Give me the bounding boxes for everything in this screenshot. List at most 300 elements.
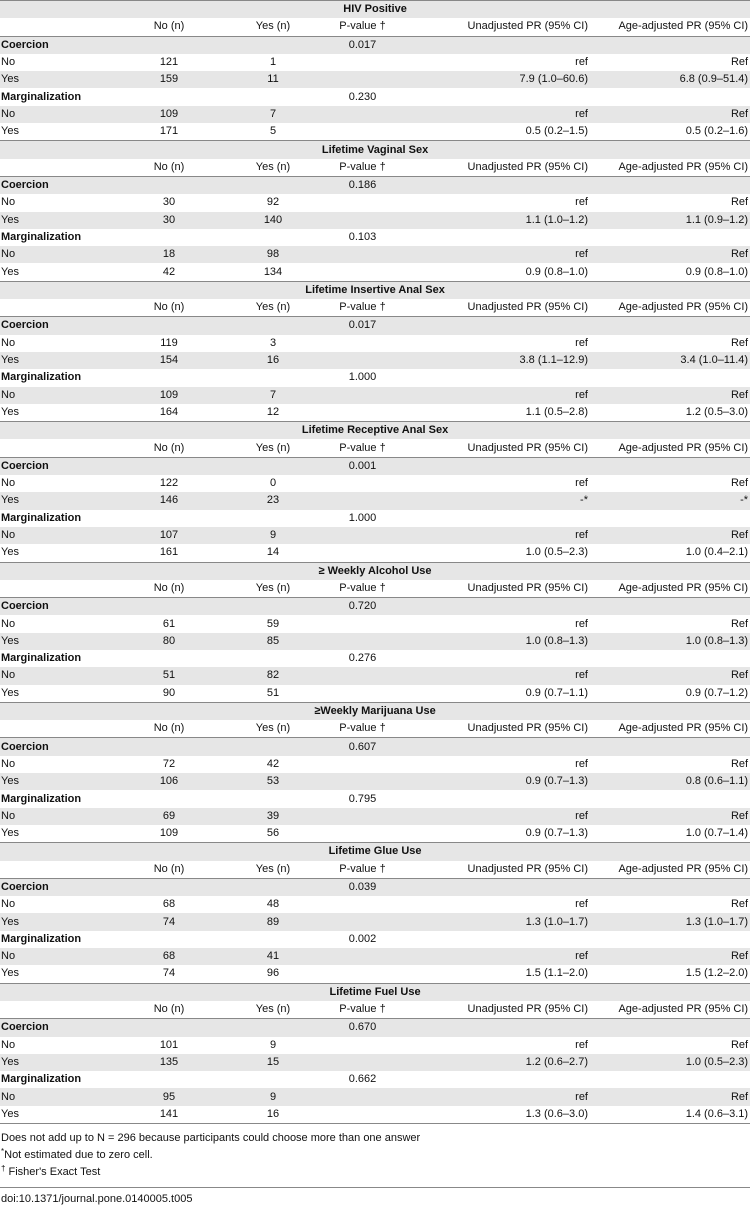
header-pvalue: P-value † xyxy=(325,159,400,177)
cell-adjusted-pr: 1.4 (0.6–3.1) xyxy=(590,1106,750,1124)
cell-yes-count: 39 xyxy=(221,808,325,825)
cell-empty xyxy=(117,598,221,616)
header-unadjusted: Unadjusted PR (95% CI) xyxy=(400,299,590,317)
section-title-row xyxy=(0,702,750,720)
table-footnotes xyxy=(0,1130,750,1181)
group-pvalue: 0.670 xyxy=(325,1019,400,1037)
row-label: No xyxy=(1,336,16,349)
cell-empty xyxy=(590,317,750,335)
table-row xyxy=(0,1054,750,1071)
cell-no-count: 109 xyxy=(117,387,221,404)
cell-empty xyxy=(221,510,325,527)
cell-adjusted-pr: 0.9 (0.7–1.2) xyxy=(685,686,749,699)
cell-empty xyxy=(400,457,590,475)
cell-yes-count: 7 xyxy=(221,387,325,404)
cell-empty xyxy=(400,88,590,105)
cell-yes-count: 16 xyxy=(221,1106,325,1124)
cell-empty xyxy=(117,36,221,54)
cell-adjusted-pr: -* xyxy=(590,492,750,509)
cell-empty xyxy=(400,878,590,896)
cell-adjusted-pr: Ref xyxy=(730,336,749,349)
column-header-row xyxy=(0,1001,750,1019)
cell-unadjusted-pr: 0.9 (0.7–1.3) xyxy=(525,827,588,840)
row-label: No xyxy=(1,617,16,630)
cell-empty xyxy=(590,1019,750,1037)
footnote-fisher-text: Fisher's Exact Test xyxy=(5,1166,101,1178)
section-title: Lifetime Receptive Anal Sex xyxy=(0,422,750,440)
row-label: No xyxy=(0,1088,117,1105)
cell-empty xyxy=(221,1019,325,1037)
cell-empty xyxy=(325,913,400,930)
cell-adjusted-pr: 1.0 (0.7–1.4) xyxy=(685,827,749,840)
table-row xyxy=(0,615,750,632)
section-title: Lifetime Insertive Anal Sex xyxy=(0,281,750,299)
header-blank xyxy=(0,159,117,177)
cell-no-count: 42 xyxy=(162,265,176,278)
table-row xyxy=(0,1037,750,1054)
cell-no-count: 122 xyxy=(159,477,179,490)
cell-empty xyxy=(325,1037,400,1054)
column-header-row xyxy=(0,861,750,879)
group-row xyxy=(0,457,750,475)
cell-unadjusted-pr: ref xyxy=(575,196,588,209)
group-row xyxy=(0,176,750,194)
cell-empty xyxy=(325,808,400,825)
cell-empty xyxy=(400,36,590,54)
group-row xyxy=(0,650,750,667)
table-row xyxy=(0,106,750,123)
cell-unadjusted-pr: 1.5 (1.1–2.0) xyxy=(525,967,588,980)
group-name: Coercion xyxy=(0,738,117,756)
header-no: No (n) xyxy=(117,720,221,738)
group-row xyxy=(0,598,750,616)
group-row xyxy=(0,369,750,386)
group-name: Coercion xyxy=(0,176,117,194)
cell-empty xyxy=(590,88,750,105)
cell-no-count: 135 xyxy=(117,1054,221,1071)
table-row xyxy=(0,913,750,930)
cell-empty xyxy=(117,790,221,807)
header-no: No (n) xyxy=(117,18,221,36)
cell-adjusted-pr: Ref xyxy=(730,477,749,490)
group-name: Coercion xyxy=(0,1019,117,1037)
row-label: No xyxy=(1,196,16,209)
header-yes: Yes (n) xyxy=(221,439,325,457)
header-unadjusted: Unadjusted PR (95% CI) xyxy=(400,580,590,598)
group-name: Marginalization xyxy=(1,90,82,103)
cell-adjusted-pr: Ref xyxy=(590,1088,750,1105)
cell-adjusted-pr: 1.3 (1.0–1.7) xyxy=(590,913,750,930)
group-name: Coercion xyxy=(0,36,117,54)
cell-unadjusted-pr: 1.3 (0.6–3.0) xyxy=(400,1106,590,1124)
table-row xyxy=(0,212,750,229)
table-row xyxy=(0,352,750,369)
group-row xyxy=(0,510,750,527)
cell-empty xyxy=(400,790,590,807)
cell-empty xyxy=(400,229,590,246)
cell-unadjusted-pr: ref xyxy=(575,1038,588,1051)
cell-empty xyxy=(400,1071,590,1088)
cell-empty xyxy=(325,194,400,211)
cell-empty xyxy=(325,492,400,509)
group-row xyxy=(0,317,750,335)
row-label: Yes xyxy=(0,71,117,88)
cell-yes-count: 7 xyxy=(221,106,325,123)
cell-no-count: 30 xyxy=(162,196,176,209)
cell-unadjusted-pr: 1.2 (0.6–2.7) xyxy=(400,1054,590,1071)
table-row xyxy=(0,1088,750,1105)
table-row xyxy=(0,896,750,913)
cell-adjusted-pr: 1.0 (0.4–2.1) xyxy=(685,546,749,559)
cell-adjusted-pr: Ref xyxy=(730,196,749,209)
cell-yes-count: 92 xyxy=(266,196,280,209)
cell-no-count: 18 xyxy=(117,246,221,263)
cell-unadjusted-pr: 1.0 (0.8–1.3) xyxy=(400,633,590,650)
cell-empty xyxy=(117,176,221,194)
cell-no-count: 68 xyxy=(162,898,176,911)
cell-no-count: 106 xyxy=(117,773,221,790)
cell-empty xyxy=(325,948,400,965)
cell-unadjusted-pr: ref xyxy=(575,336,588,349)
cell-empty xyxy=(221,598,325,616)
cell-no-count: 164 xyxy=(159,405,179,418)
table-row xyxy=(0,948,750,965)
column-header-row xyxy=(0,580,750,598)
header-yes: Yes (n) xyxy=(221,299,325,317)
cell-yes-count: 140 xyxy=(221,212,325,229)
cell-empty xyxy=(325,1088,400,1105)
footnote-mark-asterisk: * xyxy=(1,1147,5,1156)
group-pvalue: 0.186 xyxy=(325,176,400,194)
cell-empty xyxy=(400,650,590,667)
cell-adjusted-pr: Ref xyxy=(730,56,749,69)
section-title: Lifetime Glue Use xyxy=(0,843,750,861)
header-no: No (n) xyxy=(117,159,221,177)
cell-empty xyxy=(221,88,325,105)
header-blank xyxy=(0,18,117,36)
cell-empty xyxy=(117,229,221,246)
cell-yes-count: 89 xyxy=(221,913,325,930)
cell-unadjusted-pr: ref xyxy=(400,246,590,263)
group-name: Coercion xyxy=(0,457,117,475)
cell-empty xyxy=(325,352,400,369)
row-label: Yes xyxy=(1,967,19,980)
cell-empty xyxy=(590,176,750,194)
cell-empty xyxy=(325,246,400,263)
cell-yes-count: 12 xyxy=(266,405,280,418)
header-yes: Yes (n) xyxy=(221,18,325,36)
section-title-row xyxy=(0,281,750,299)
cell-empty xyxy=(400,598,590,616)
section-title-row xyxy=(0,141,750,159)
group-row xyxy=(0,878,750,896)
row-label: No xyxy=(0,527,117,544)
cell-empty xyxy=(325,71,400,88)
cell-empty xyxy=(325,825,400,843)
group-pvalue: 0.276 xyxy=(348,652,377,665)
row-label: No xyxy=(0,948,117,965)
header-unadjusted: Unadjusted PR (95% CI) xyxy=(400,18,590,36)
cell-empty xyxy=(221,650,325,667)
section-title: ≥Weekly Marijuana Use xyxy=(0,702,750,720)
cell-empty xyxy=(117,1019,221,1037)
cell-adjusted-pr: 0.8 (0.6–1.1) xyxy=(590,773,750,790)
header-blank xyxy=(0,1001,117,1019)
cell-adjusted-pr: Ref xyxy=(590,948,750,965)
cell-no-count: 61 xyxy=(162,617,176,630)
cell-empty xyxy=(400,738,590,756)
cell-no-count: 74 xyxy=(162,967,176,980)
header-blank xyxy=(0,720,117,738)
cell-adjusted-pr: 1.5 (1.2–2.0) xyxy=(685,967,749,980)
cell-yes-count: 3 xyxy=(269,336,277,349)
cell-empty xyxy=(117,88,221,105)
footnote-mark-dagger: † xyxy=(1,1164,6,1173)
table-row xyxy=(0,335,750,352)
cell-no-count: 141 xyxy=(117,1106,221,1124)
column-header-row xyxy=(0,720,750,738)
cell-empty xyxy=(117,650,221,667)
cell-yes-count: 85 xyxy=(221,633,325,650)
group-pvalue: 0.230 xyxy=(348,90,377,103)
section-title: HIV Positive xyxy=(0,1,750,19)
group-name: Marginalization xyxy=(1,511,82,524)
row-label: Yes xyxy=(0,633,117,650)
group-pvalue: 0.662 xyxy=(348,1073,377,1086)
table-row xyxy=(0,965,750,983)
header-adjusted: Age-adjusted PR (95% CI) xyxy=(590,720,750,738)
row-label: No xyxy=(1,757,16,770)
group-pvalue: 1.000 xyxy=(348,511,377,524)
cell-unadjusted-pr: ref xyxy=(575,898,588,911)
cell-empty xyxy=(325,212,400,229)
cell-empty xyxy=(590,229,750,246)
group-row xyxy=(0,738,750,756)
cell-unadjusted-pr: 3.8 (1.1–12.9) xyxy=(400,352,590,369)
group-pvalue: 0.002 xyxy=(348,932,377,945)
group-row xyxy=(0,790,750,807)
row-label: Yes xyxy=(1,686,19,699)
header-adjusted: Age-adjusted PR (95% CI) xyxy=(590,580,750,598)
cell-no-count: 95 xyxy=(117,1088,221,1105)
group-pvalue: 0.103 xyxy=(348,231,377,243)
group-name: Coercion xyxy=(0,317,117,335)
cell-unadjusted-pr: ref xyxy=(400,106,590,123)
cell-adjusted-pr: Ref xyxy=(590,667,750,684)
group-pvalue: 0.039 xyxy=(325,878,400,896)
cell-empty xyxy=(590,878,750,896)
cell-empty xyxy=(325,335,400,352)
row-label: Yes xyxy=(0,492,117,509)
cell-yes-count: 53 xyxy=(221,773,325,790)
cell-yes-count: 14 xyxy=(266,546,280,559)
cell-adjusted-pr: 1.0 (0.5–2.3) xyxy=(590,1054,750,1071)
cell-empty xyxy=(325,773,400,790)
cell-no-count: 109 xyxy=(159,827,179,840)
row-label: Yes xyxy=(1,546,19,559)
header-blank xyxy=(0,439,117,457)
cell-empty xyxy=(325,106,400,123)
cell-no-count: 80 xyxy=(117,633,221,650)
cell-empty xyxy=(325,1054,400,1071)
group-pvalue: 1.000 xyxy=(348,371,377,384)
cell-empty xyxy=(325,756,400,773)
cell-adjusted-pr: 1.0 (0.8–1.3) xyxy=(590,633,750,650)
column-header-row xyxy=(0,439,750,457)
cell-yes-count: 11 xyxy=(221,71,325,88)
cell-empty xyxy=(221,931,325,948)
cell-yes-count: 0 xyxy=(269,477,277,490)
row-label: No xyxy=(0,387,117,404)
header-yes: Yes (n) xyxy=(221,1001,325,1019)
cell-no-count: 51 xyxy=(117,667,221,684)
footnote-zero-cell-text: Not estimated due to zero cell. xyxy=(4,1149,153,1161)
cell-empty xyxy=(400,931,590,948)
cell-adjusted-pr: Ref xyxy=(590,387,750,404)
cell-empty xyxy=(400,176,590,194)
table-row xyxy=(0,808,750,825)
table-body xyxy=(0,1,750,1124)
cell-yes-count: 5 xyxy=(269,125,277,138)
header-yes: Yes (n) xyxy=(221,861,325,879)
cell-unadjusted-pr: 0.9 (0.7–1.3) xyxy=(400,773,590,790)
group-name: Marginalization xyxy=(1,932,82,945)
cell-yes-count: 9 xyxy=(221,527,325,544)
header-adjusted: Age-adjusted PR (95% CI) xyxy=(590,861,750,879)
row-label: Yes xyxy=(0,773,117,790)
cell-yes-count: 59 xyxy=(266,617,280,630)
table-row xyxy=(0,527,750,544)
row-label: No xyxy=(0,808,117,825)
cell-empty xyxy=(221,1071,325,1088)
group-name: Marginalization xyxy=(1,1073,82,1086)
cell-adjusted-pr: Ref xyxy=(730,757,749,770)
cell-empty xyxy=(590,36,750,54)
row-label: Yes xyxy=(0,1054,117,1071)
table-row xyxy=(0,633,750,650)
group-name: Marginalization xyxy=(1,371,82,384)
cell-yes-count: 15 xyxy=(221,1054,325,1071)
cell-no-count: 121 xyxy=(159,56,179,69)
header-unadjusted: Unadjusted PR (95% CI) xyxy=(400,159,590,177)
cell-yes-count: 1 xyxy=(269,56,277,69)
row-label: Yes xyxy=(0,1106,117,1124)
section-title-row xyxy=(0,1,750,19)
cell-unadjusted-pr: 0.9 (0.8–1.0) xyxy=(525,265,588,278)
table-row xyxy=(0,404,750,422)
cell-adjusted-pr: 0.5 (0.2–1.6) xyxy=(685,125,749,138)
cell-adjusted-pr: Ref xyxy=(590,808,750,825)
cell-empty xyxy=(325,685,400,703)
cell-no-count: 69 xyxy=(117,808,221,825)
cell-unadjusted-pr: ref xyxy=(575,56,588,69)
row-label: No xyxy=(0,667,117,684)
cell-empty xyxy=(325,667,400,684)
cell-no-count: 146 xyxy=(117,492,221,509)
cell-no-count: 90 xyxy=(162,686,176,699)
cell-empty xyxy=(221,36,325,54)
cell-no-count: 109 xyxy=(117,106,221,123)
group-pvalue: 0.017 xyxy=(325,317,400,335)
cell-empty xyxy=(325,615,400,632)
cell-unadjusted-pr: 1.1 (0.5–2.8) xyxy=(525,405,588,418)
table-row xyxy=(0,685,750,703)
cell-empty xyxy=(221,790,325,807)
cell-yes-count: 23 xyxy=(221,492,325,509)
group-name: Marginalization xyxy=(1,231,82,243)
section-title: Lifetime Fuel Use xyxy=(0,983,750,1001)
table-row xyxy=(0,263,750,281)
cell-adjusted-pr: Ref xyxy=(730,617,749,630)
row-label: No xyxy=(1,477,16,490)
cell-empty xyxy=(400,510,590,527)
table-row xyxy=(0,667,750,684)
group-pvalue: 0.795 xyxy=(348,792,377,805)
cell-unadjusted-pr: ref xyxy=(400,1088,590,1105)
header-blank xyxy=(0,299,117,317)
group-pvalue: 0.001 xyxy=(325,457,400,475)
cell-unadjusted-pr: 7.9 (1.0–60.6) xyxy=(400,71,590,88)
header-pvalue: P-value † xyxy=(325,299,400,317)
table-row xyxy=(0,71,750,88)
table-row xyxy=(0,825,750,843)
group-name: Marginalization xyxy=(1,792,82,805)
section-title-row xyxy=(0,562,750,580)
cell-empty xyxy=(117,738,221,756)
cell-yes-count: 134 xyxy=(263,265,283,278)
cell-adjusted-pr: 3.4 (1.0–11.4) xyxy=(590,352,750,369)
header-no: No (n) xyxy=(117,439,221,457)
cell-no-count: 161 xyxy=(159,546,179,559)
cell-empty xyxy=(221,229,325,246)
footnote-fisher xyxy=(1,1164,750,1181)
cell-yes-count: 42 xyxy=(266,757,280,770)
table-row xyxy=(0,194,750,211)
cell-empty xyxy=(590,650,750,667)
cell-empty xyxy=(221,878,325,896)
cell-unadjusted-pr: 1.1 (1.0–1.2) xyxy=(400,212,590,229)
row-label: Yes xyxy=(0,913,117,930)
row-label: Yes xyxy=(0,212,117,229)
cell-unadjusted-pr: 1.3 (1.0–1.7) xyxy=(400,913,590,930)
cell-empty xyxy=(400,317,590,335)
header-pvalue: P-value † xyxy=(325,580,400,598)
cell-empty xyxy=(590,457,750,475)
cell-empty xyxy=(325,387,400,404)
header-yes: Yes (n) xyxy=(221,580,325,598)
header-no: No (n) xyxy=(117,1001,221,1019)
header-adjusted: Age-adjusted PR (95% CI) xyxy=(590,439,750,457)
header-unadjusted: Unadjusted PR (95% CI) xyxy=(400,439,590,457)
cell-empty xyxy=(221,176,325,194)
cell-adjusted-pr: Ref xyxy=(730,898,749,911)
row-label: Yes xyxy=(1,125,19,138)
table-row xyxy=(0,492,750,509)
cell-yes-count: 41 xyxy=(221,948,325,965)
group-row xyxy=(0,931,750,948)
cell-unadjusted-pr: ref xyxy=(575,617,588,630)
group-name: Marginalization xyxy=(1,652,82,665)
cell-unadjusted-pr: ref xyxy=(400,808,590,825)
cell-empty xyxy=(590,738,750,756)
row-label: Yes xyxy=(1,827,19,840)
group-name: Coercion xyxy=(0,878,117,896)
cell-adjusted-pr: Ref xyxy=(730,1038,749,1051)
header-blank xyxy=(0,580,117,598)
header-pvalue: P-value † xyxy=(325,18,400,36)
table-row xyxy=(0,123,750,141)
footnote-denominator: Does not add up to N = 296 because participants could choose more than one answer xyxy=(1,1132,421,1144)
